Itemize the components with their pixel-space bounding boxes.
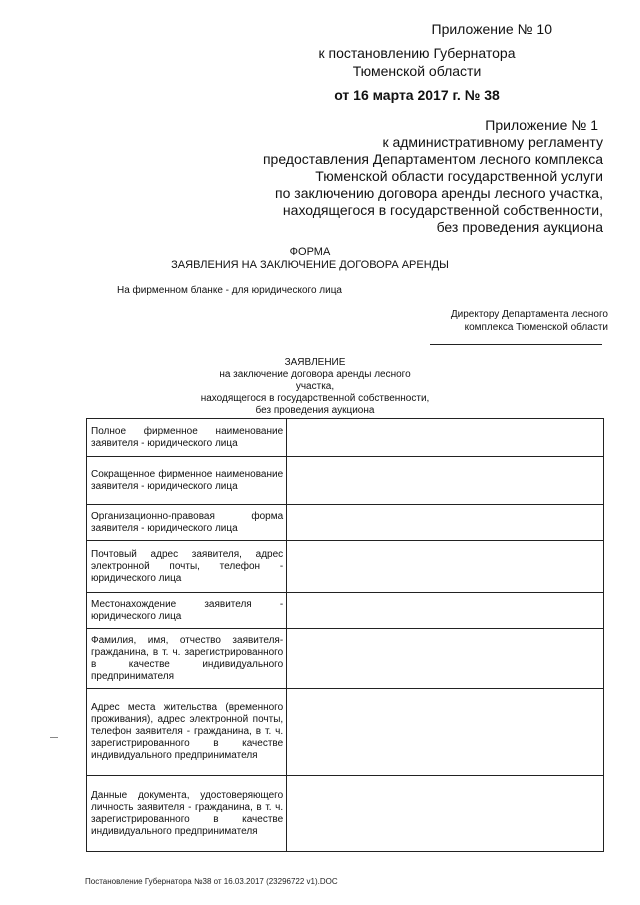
appendix-1-line-3: предоставления Департаментом лесного комплекса bbox=[262, 151, 603, 167]
document-footer: Постановление Губернатора №38 от 16.03.2017 (23296722 v1).DOC bbox=[85, 877, 338, 886]
appendix-1-line-5: по заключению договора аренды лесного участка, bbox=[275, 185, 603, 201]
scan-edge-mark bbox=[50, 737, 58, 738]
row-label: Организационно-правовая форма заявителя - юридического лица bbox=[87, 505, 287, 541]
statement-line-1: на заключение договора аренды лесного участка, bbox=[219, 369, 411, 392]
appendix-1-header bbox=[223, 117, 603, 236]
form-title-line-1: ФОРМА bbox=[289, 246, 331, 258]
letterhead-note: На фирменном бланке - для юридического лица bbox=[117, 285, 342, 296]
appendix-1-line-4: Тюменской области государственной услуги bbox=[315, 168, 603, 184]
row-value-field[interactable] bbox=[287, 776, 604, 852]
row-value-field[interactable] bbox=[287, 505, 604, 541]
row-value-field[interactable] bbox=[287, 593, 604, 629]
table-row bbox=[87, 419, 604, 457]
addressee-line-2: комплекса Тюменской области bbox=[464, 322, 608, 333]
row-label: Местонахождение заявителя - юридического лица bbox=[87, 593, 287, 629]
table-row bbox=[87, 505, 604, 541]
row-value-field[interactable] bbox=[287, 689, 604, 776]
addressee-signature-line bbox=[430, 344, 602, 345]
appendix-10-title: Приложение № 10 bbox=[431, 21, 552, 37]
appendix-10-header bbox=[252, 20, 552, 104]
row-label: Почтовый адрес заявителя, адрес электронной почты, телефон - юридического лица bbox=[87, 541, 287, 593]
row-value-field[interactable] bbox=[287, 419, 604, 457]
appendix-1-title: Приложение № 1 bbox=[485, 117, 598, 133]
appendix-10-region-line: Тюменской области bbox=[352, 63, 482, 79]
table-row bbox=[87, 689, 604, 776]
row-label: Фамилия, имя, отчество заявителя-гражданина, в т. ч. зарегистрированного в качестве индивидуального предпринимателя bbox=[87, 629, 287, 689]
addressee-line-1: Директору Департамента лесного bbox=[450, 309, 608, 320]
row-label: Полное фирменное наименование заявителя - юридического лица bbox=[87, 419, 287, 457]
table-row bbox=[87, 593, 604, 629]
row-label: Сокращенное фирменное наименование заявителя - юридического лица bbox=[87, 457, 287, 505]
form-title-line-2: ЗАЯВЛЕНИЯ НА ЗАКЛЮЧЕНИЕ ДОГОВОРА АРЕНДЫ bbox=[171, 259, 449, 271]
table-row bbox=[87, 541, 604, 593]
row-label: Адрес места жительства (временного проживания), адрес электронной почты, телефон заявителя - гражданина, в т. ч. зарегистрированного в качестве индивидуального предпринимателя bbox=[87, 689, 287, 776]
table-row bbox=[87, 457, 604, 505]
appendix-1-line-7: без проведения аукциона bbox=[436, 219, 603, 235]
row-value-field[interactable] bbox=[287, 457, 604, 505]
row-value-field[interactable] bbox=[287, 541, 604, 593]
statement-title: ЗАЯВЛЕНИЕ bbox=[284, 357, 346, 368]
statement-line-2: находящегося в государственной собственности, bbox=[200, 393, 430, 404]
table-row bbox=[87, 629, 604, 689]
row-label: Данные документа, удостоверяющего личность заявителя - гражданина, в т. ч. зарегистрированного в качестве индивидуального предпринимателя bbox=[87, 776, 287, 852]
appendix-10-ref-line: к постановлению Губернатора bbox=[318, 45, 516, 61]
applicant-details-table bbox=[86, 418, 604, 852]
appendix-1-line-2: к административному регламенту bbox=[382, 134, 603, 150]
addressee-block bbox=[428, 308, 608, 334]
appendix-1-line-6: находящегося в государственной собственности, bbox=[282, 202, 603, 218]
form-title bbox=[150, 246, 470, 272]
row-value-field[interactable] bbox=[287, 629, 604, 689]
appendix-10-date-line: от 16 марта 2017 г. № 38 bbox=[334, 87, 500, 103]
statement-heading bbox=[200, 357, 430, 417]
table-row bbox=[87, 776, 604, 852]
statement-line-3: без проведения аукциона bbox=[255, 405, 375, 416]
